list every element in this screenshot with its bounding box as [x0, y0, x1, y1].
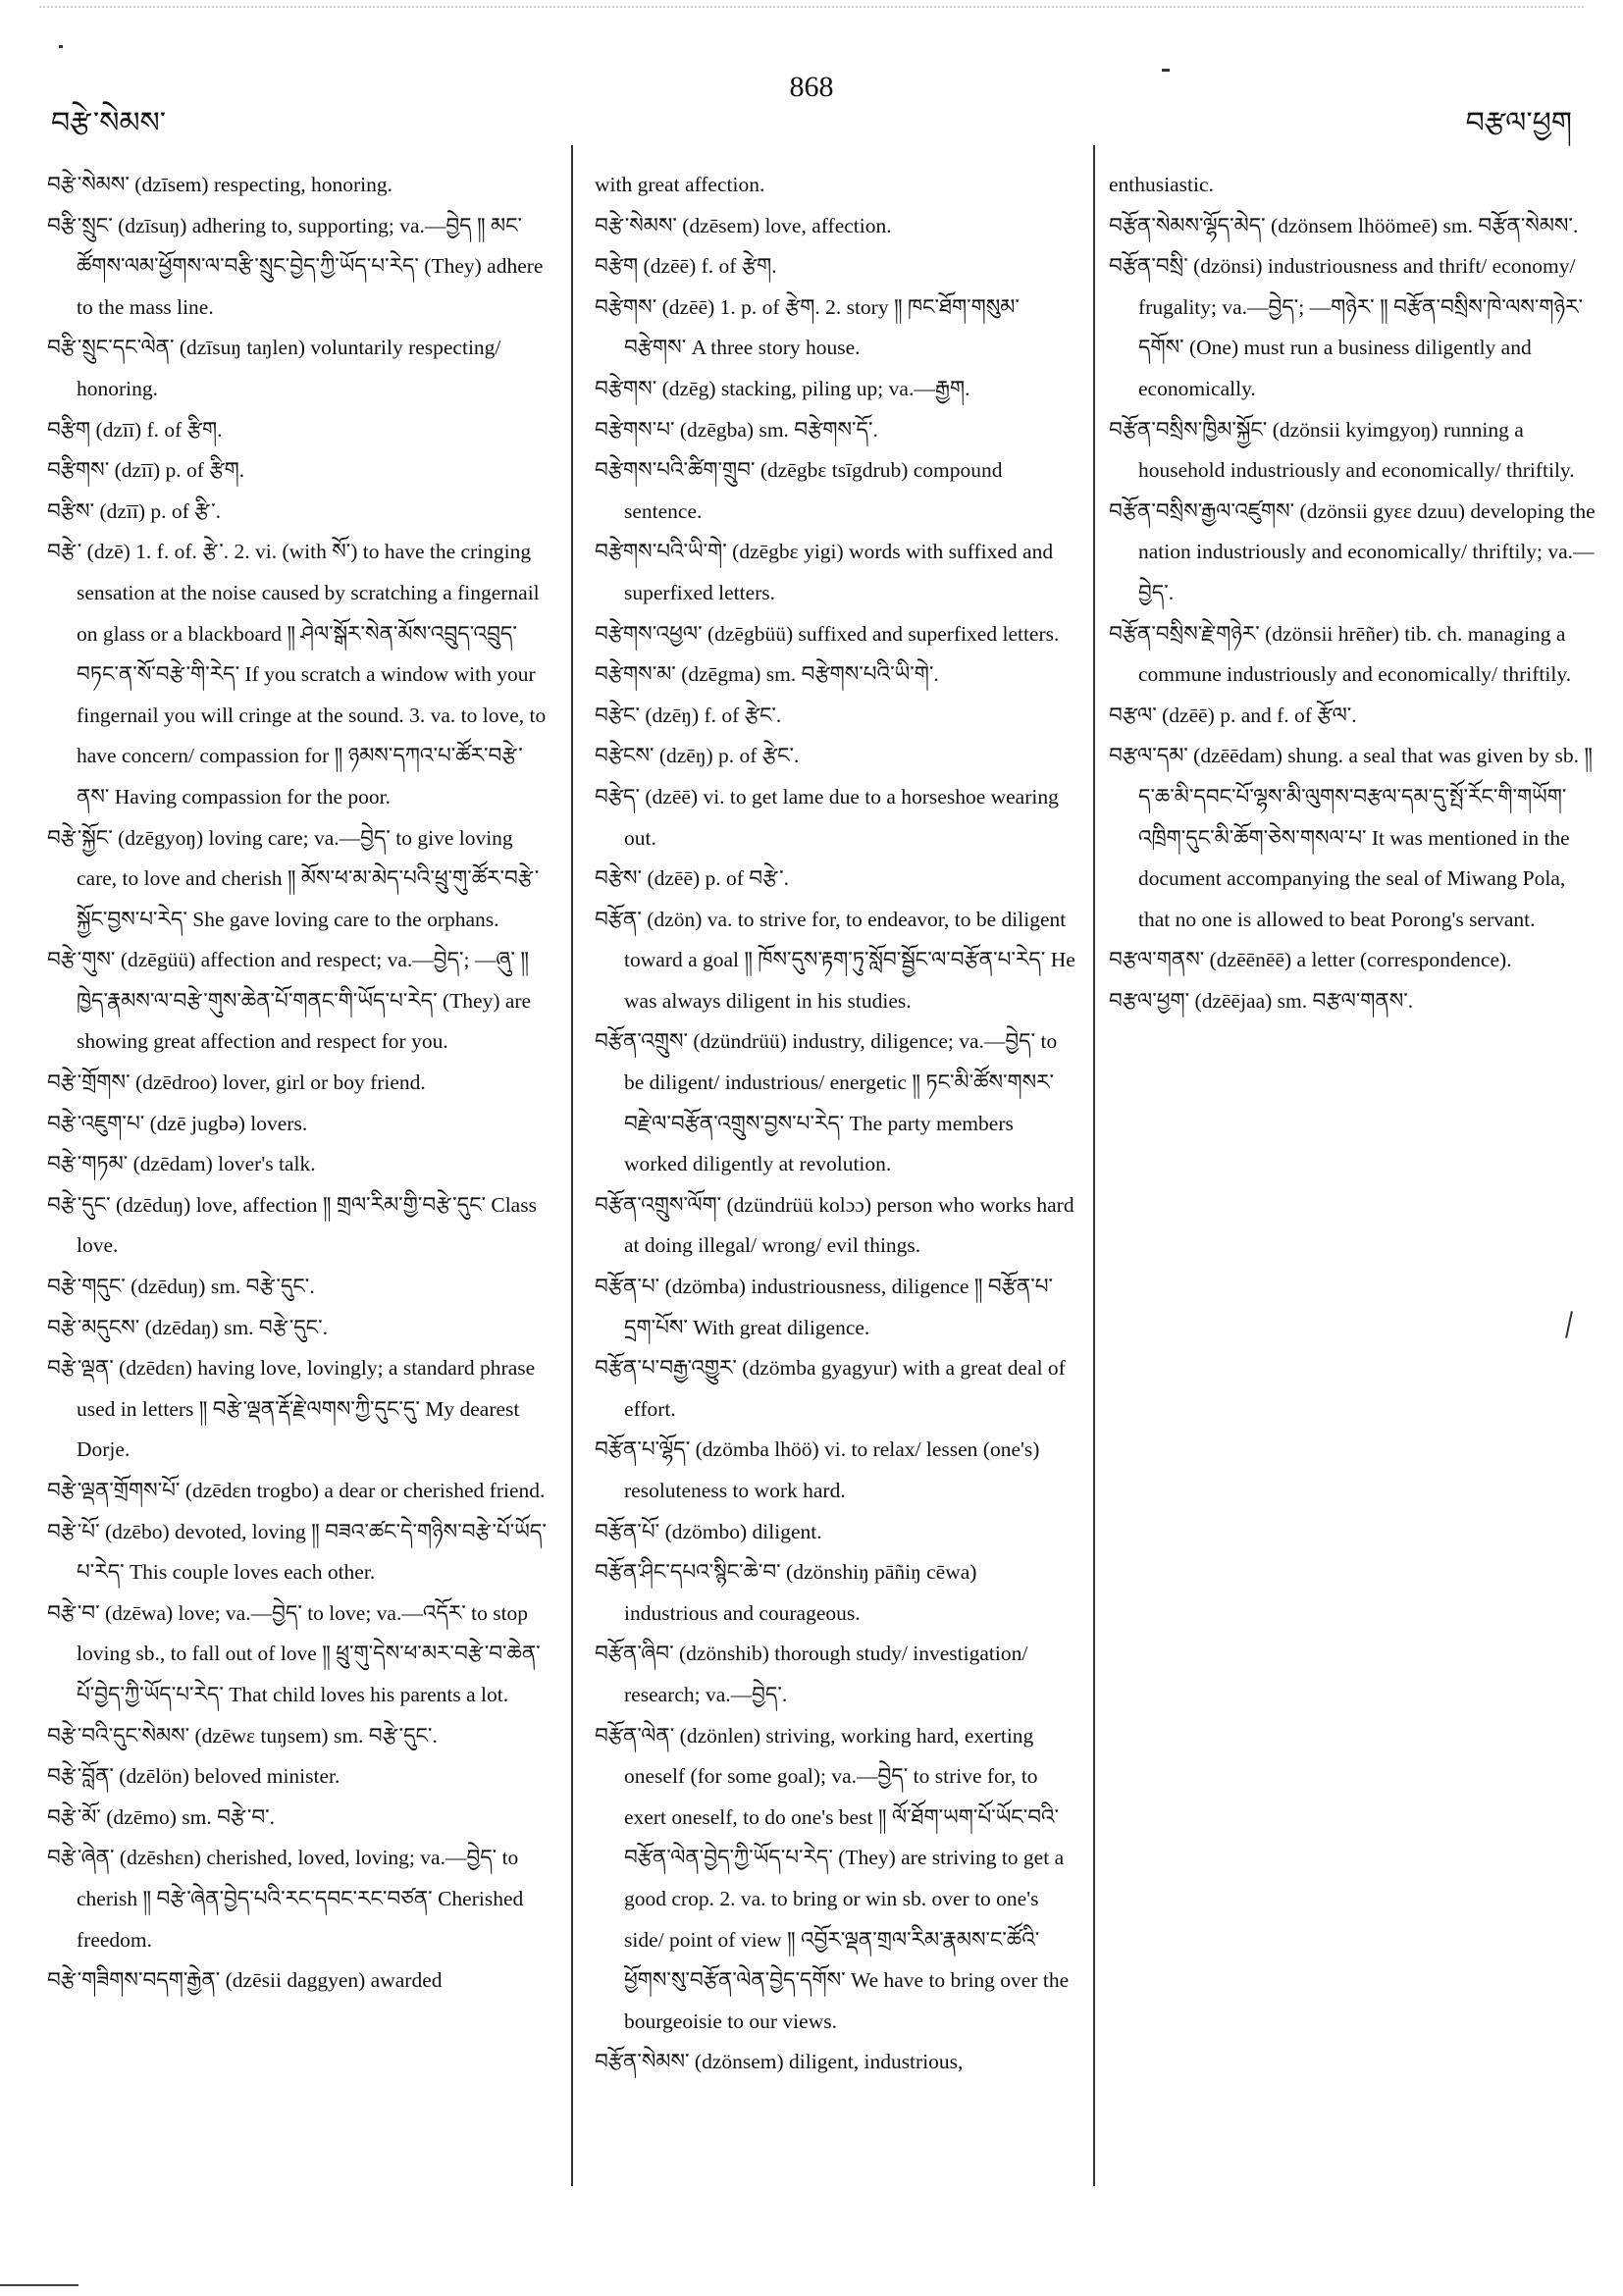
- dictionary-entry: བརྩལ་ (dzēē) p. and f. of རྩོལ་.: [1109, 703, 1357, 727]
- dictionary-entry: བརྩོན་པ་ལྷོད་ (dzömba lhöö) vi. to relax/ lessen (one's) resoluteness to work hard.: [595, 1437, 1040, 1502]
- dictionary-entry: བརྩེ་བ་ (dzēwa) love; va.—བྱེད་ to love; va.—འདོར་ to stop loving sb., to fall out of love ༎ ཕྲུ་གུ་དེས་ཕ་མར་བརྩེ་བ་ཆེན་པོ་བྱེད་ཀྱི་ཡོད་པ་རེད་ That child loves his parents a lot.: [47, 1600, 541, 1706]
- dictionary-entry: བརྩེ་གུས་ (dzēgüü) affection and respect; va.—བྱེད་; —ཞུ་ ༎ ཁྱེད་རྣམས་ལ་བརྩེ་གུས་ཆེན་པོ་གནང་གི་ཡོད་པ་རེད་ (They) are showing great affection and respect for you.: [47, 948, 532, 1054]
- dictionary-entry: བརྩོན་སེམས་ལྷོད་མེད་ (dzönsem lhöömeē) sm. བརྩོན་སེམས་.: [1109, 213, 1579, 237]
- dictionary-entry: བརྩོན་པོ་ (dzömbo) diligent.: [595, 1519, 822, 1543]
- pen-mark: [1565, 1311, 1573, 1338]
- dictionary-entry: བརྩོན་ཤིང་དཔའ་སྙིང་ཆེ་བ་ (dzönshiŋ pāñiŋ cēwa) industrious and courageous.: [595, 1560, 977, 1625]
- running-head-left: བརྩེ་སེམས་: [51, 107, 167, 139]
- dictionary-entry: enthusiastic.: [1109, 173, 1214, 196]
- dictionary-entry: བརྩལ་དམ་ (dzēēdam) shung. a seal that was given by sb. ༎ ད་ཆ་མི་དབང་པོ་ལྷས་མི་ལུགས་བརྩལ་དམ་དུ་སྤོ་རོང་གི་གཡོག་འཁྲིག་དུང་མི་ཆོག་ཅེས་གསལ་པ་ It was mentioned in the document accompanying the seal of Miwang Pola, that no one is allowed to beat Porong's servant.: [1109, 744, 1594, 931]
- column-2: [595, 165, 1075, 2083]
- dictionary-entry: བརྩིག (dzīī) f. of རྩིག.: [47, 417, 223, 442]
- dictionary-entry: བརྩོན་པ་ (dzömba) industriousness, diligence ༎ བརྩོན་པ་དྲག་པོས་ With great diligence.: [595, 1275, 1054, 1339]
- dictionary-entry: བརྩོན་འགྲུས་ (dzündrüü) industry, diligence; va.—བྱེད་ to be diligent/ industrious/ energetic ༎ ཏང་མི་ཚོས་གསར་བརྗེ་ལ་བརྩོན་འགྲུས་བྱས་པ་རེད་ The party members worked diligently at revolution.: [595, 1029, 1058, 1176]
- dictionary-entry: བརྩེ་བློན་ (dzēlön) beloved minister.: [47, 1764, 340, 1789]
- dictionary-entry: བརྩེད་ (dzēē) vi. to get lame due to a horseshoe wearing out.: [595, 784, 1059, 850]
- column-1: [47, 165, 550, 2002]
- dictionary-entry: བརྩེ་ཞེན་ (dzēshɛn) cherished, loved, loving; va.—བྱེད་ to cherish ༎ བརྩེ་ཞེན་བྱེད་པའི་རང་དབང་རང་བཙན་ Cherished freedom.: [47, 1846, 524, 1952]
- dictionary-entry: བརྩེ་ལྡན་གྲོགས་པོ་ (dzēdɛn trogbo) a dear or cherished friend.: [47, 1479, 546, 1502]
- dictionary-entry: བརྩེ་དུང་ (dzēduŋ) love, affection ༎ གྲལ་རིམ་གྱི་བརྩེ་དུང་ Class love.: [47, 1192, 537, 1258]
- dictionary-entry: བརྩོན་བསྲིས་རྒྱལ་འཛུགས་ (dzönsii gyɛɛ dzuu) developing the nation industriously and economically/ thriftily; va.—བྱེད་.: [1109, 498, 1596, 604]
- dictionary-entry: with great affection.: [595, 173, 765, 196]
- dictionary-entry: བརྩོན་བསྲིས་ཁྱིམ་སྐྱོང་ (dzönsii kyimgyoŋ) running a household industriously and economically/ thriftily.: [1109, 417, 1575, 483]
- dictionary-entry: བརྩེ་སེམས་ (dzīsem) respecting, honoring.: [47, 173, 393, 196]
- dictionary-entry: བརྩེ་མདུངས་ (dzēdaŋ) sm. བརྩེ་དུང་.: [47, 1315, 328, 1339]
- dictionary-entry: བརྩེགས་པའི་ཚིག་གྲུབ་ (dzēgbɛ tsīgdrub) compound sentence.: [595, 458, 1003, 523]
- column-3: [1109, 165, 1597, 1021]
- dictionary-entry: བརྩི་སྲུང་ (dzīsuŋ) adhering to, supporting; va.—བྱེད ༎ མང་ཚོགས་ལམ་ཕྱོགས་ལ་བརྩི་སྲུང་བྱེད་ཀྱི་ཡོད་པ་རེད་ (They) adhere to the mass line.: [47, 213, 544, 319]
- dictionary-entry: བརྩེ་པོ་ (dzēbo) devoted, loving ༎ བཟའ་ཚང་དེ་གཉིས་བརྩེ་པོ་ཡོད་པ་རེད་ This couple loves each other.: [47, 1519, 547, 1585]
- dictionary-entry: བརྩེགས་ (dzēg) stacking, piling up; va.—རྒྱག.: [595, 376, 970, 400]
- dictionary-entry: བརྩོན་སེམས་ (dzönsem) diligent, industrious,: [595, 2050, 964, 2074]
- page-number: 868: [789, 71, 834, 103]
- dictionary-entry: བརྩོན་བསྲི་ (dzönsi) industriousness and thrift/ economy/ frugality; va.—བྱེད་; —གཉེར་ ༎ བརྩོན་བསྲིས་ཁེ་ལས་གཉེར་དགོས་ (One) must run a business diligently and economically.: [1109, 254, 1583, 400]
- dictionary-entry: བརྩོན་འགྲུས་ལོག་ (dzündrüü kolɔɔ) person who works hard at doing illegal/ wrong/ evil things.: [595, 1192, 1074, 1258]
- dictionary-entry: བརྩེ་ལྡན་ (dzēdɛn) having love, lovingly; a standard phrase used in letters ༎ བརྩེ་ལྡན་རྡོ་རྗེ་ལགས་ཀྱི་དུང་དུ་ My dearest Dorje.: [47, 1356, 536, 1462]
- dictionary-entry: བརྩེ་མོ་ (dzēmo) sm. བརྩེ་བ་.: [47, 1804, 276, 1829]
- dictionary-entry: བརྩེ་བའི་དུང་སེམས་ (dzēwɛ tuŋsem) sm. བརྩེ་དུང་.: [47, 1723, 438, 1748]
- dictionary-entry: བརྩེ་གྲོགས་ (dzēdroo) lover, girl or boy friend.: [47, 1070, 426, 1095]
- running-head-right: བརྩལ་ཕྱག: [1465, 107, 1572, 139]
- dictionary-entry: བརྩལ་ཕྱག་ (dzēējaa) sm. བརྩལ་གནས་.: [1109, 988, 1414, 1013]
- dictionary-entry: བརྩིས་ (dzīī) p. of རྩི་.: [47, 498, 222, 523]
- dictionary-entry: བརྩེ་གདུང་ (dzēduŋ) sm. བརྩེ་དུང་.: [47, 1275, 315, 1299]
- dictionary-entry: བརྩེ་གཟིགས་བདག་རྒྱེན་ (dzēsii daggyen) awarded: [47, 1968, 443, 1993]
- dictionary-entry: བརྩེག (dzēē) f. of རྩེག.: [595, 254, 777, 279]
- dictionary-entry: བརྩེང་ (dzēŋ) f. of རྩེང་.: [595, 703, 782, 727]
- dictionary-entry: བརྩོན་བསྲིས་རྗེ་གཉེར་ (dzönsii hrēñer) tib. ch. managing a commune industriously and economically/ thriftily.: [1109, 621, 1572, 687]
- dictionary-entry: བརྩེགས་པའི་ཡི་གེ་ (dzēgbɛ yigi) words with suffixed and superfixed letters.: [595, 540, 1054, 604]
- dictionary-entry: བརྩེགས་ (dzēē) 1. p. of རྩེག. 2. story ༎ ཁང་ཐོག་གསུམ་བརྩེགས་ A three story house.: [595, 294, 1020, 360]
- dictionary-entry: བརྩེགས་པ་ (dzēgba) sm. བརྩེགས་དོ་.: [595, 417, 878, 442]
- scan-edge-dots: [39, 6, 1584, 12]
- column-divider: [571, 145, 573, 2186]
- dictionary-entry: བརྩེངས་ (dzēŋ) p. of རྩེང་.: [595, 744, 800, 768]
- dictionary-entry: བརྩེགས་འཕྱལ་ (dzēgbüü) suffixed and superfixed letters.: [595, 621, 1060, 646]
- dictionary-entry: བརྩེས་ (dzēē) p. of བརྩེ་.: [595, 866, 789, 891]
- dictionary-entry: བརྩེ་སེམས་ (dzēsem) love, affection.: [595, 213, 892, 237]
- column-divider: [1093, 145, 1095, 2186]
- scan-speck: [59, 45, 63, 48]
- dictionary-entry: བརྩེགས་མ་ (dzēgma) sm. བརྩེགས་པའི་ཡི་གེ་.: [595, 662, 939, 687]
- bottom-edge-line: [0, 2284, 79, 2286]
- dictionary-entry: བརྩེ་འཇུག་པ་ (dzē jugbə) lovers.: [47, 1111, 308, 1135]
- dictionary-entry: བརྩལ་གནས་ (dzēēnēē) a letter (correspondence).: [1109, 948, 1512, 972]
- dictionary-entry: བརྩོན་ལེན་ (dzönlen) striving, working hard, exerting oneself (for some goal); va.—བྱེད་ to strive for, to exert oneself, to do one's best ༎ ལོ་ཐོག་ཡག་པོ་ཡོང་བའི་བརྩོན་ལེན་བྱེད་ཀྱི་ཡོད་པ་རེད་ (They) are striving to get a good crop. 2. va. to bring or win sb. over to one's side/ point of view ༎ འབྱོར་ལྡན་གྲལ་རིམ་རྣམས་ང་ཚོའི་ཕྱོགས་སུ་བརྩོན་ལེན་བྱེད་དགོས་ We have to bring over the bourgeoisie to our views.: [595, 1723, 1070, 2033]
- dictionary-entry: བརྩི་སྲུང་དང་ལེན་ (dzīsuŋ taŋlen) voluntarily respecting/ honoring.: [47, 336, 501, 400]
- dictionary-entry: བརྩོན་ (dzön) va. to strive for, to endeavor, to be diligent toward a goal ༎ ཁོས་དུས་རྟག་ཏུ་སློབ་སྦྱོང་ལ་བརྩོན་པ་རེད་ He was always diligent in his studies.: [595, 907, 1075, 1013]
- dictionary-entry: བརྩོན་ཞིབ་ (dzönshib) thorough study/ investigation/ research; va.—བྱེད་.: [595, 1642, 1028, 1706]
- dictionary-entry: བརྩིགས་ (dzīī) p. of རྩིག.: [47, 458, 245, 483]
- dictionary-entry: བརྩེ་གཏམ་ (dzēdam) lover's talk.: [47, 1152, 316, 1176]
- dictionary-entry: བརྩོན་པ་བརྒྱ་འགྱུར་ (dzömba gyagyur) with a great deal of effort.: [595, 1356, 1066, 1421]
- dictionary-entry: བརྩེ་སྐྱོང་ (dzēgyoŋ) loving care; va.—བྱེད་ to give loving care, to love and cherish ༎ མོས་ཕ་མ་མེད་པའི་ཕྲུ་གུ་ཚོར་བརྩེ་སྐྱོང་བྱས་པ་རེད་ She gave loving care to the orphans.: [47, 825, 540, 931]
- dictionary-entry: བརྩེ་ (dzē) 1. f. of. རྩེ་. 2. vi. (with སོ་) to have the cringing sensation at the noise caused by scratching a fingernail on glass or a blackboard ༎ ཤེལ་སྒོར་སེན་མོས་འབྲུད་འབྲུད་བཏང་ན་སོ་བརྩེ་གི་རེད་ If you scratch a window with your fingernail you will cringe at the sound. 3. va. to love, to have concern/ compassion for ༎ ཉམས་དཀའ་པ་ཚོར་བརྩེ་ནས་ Having compassion for the poor.: [47, 540, 547, 809]
